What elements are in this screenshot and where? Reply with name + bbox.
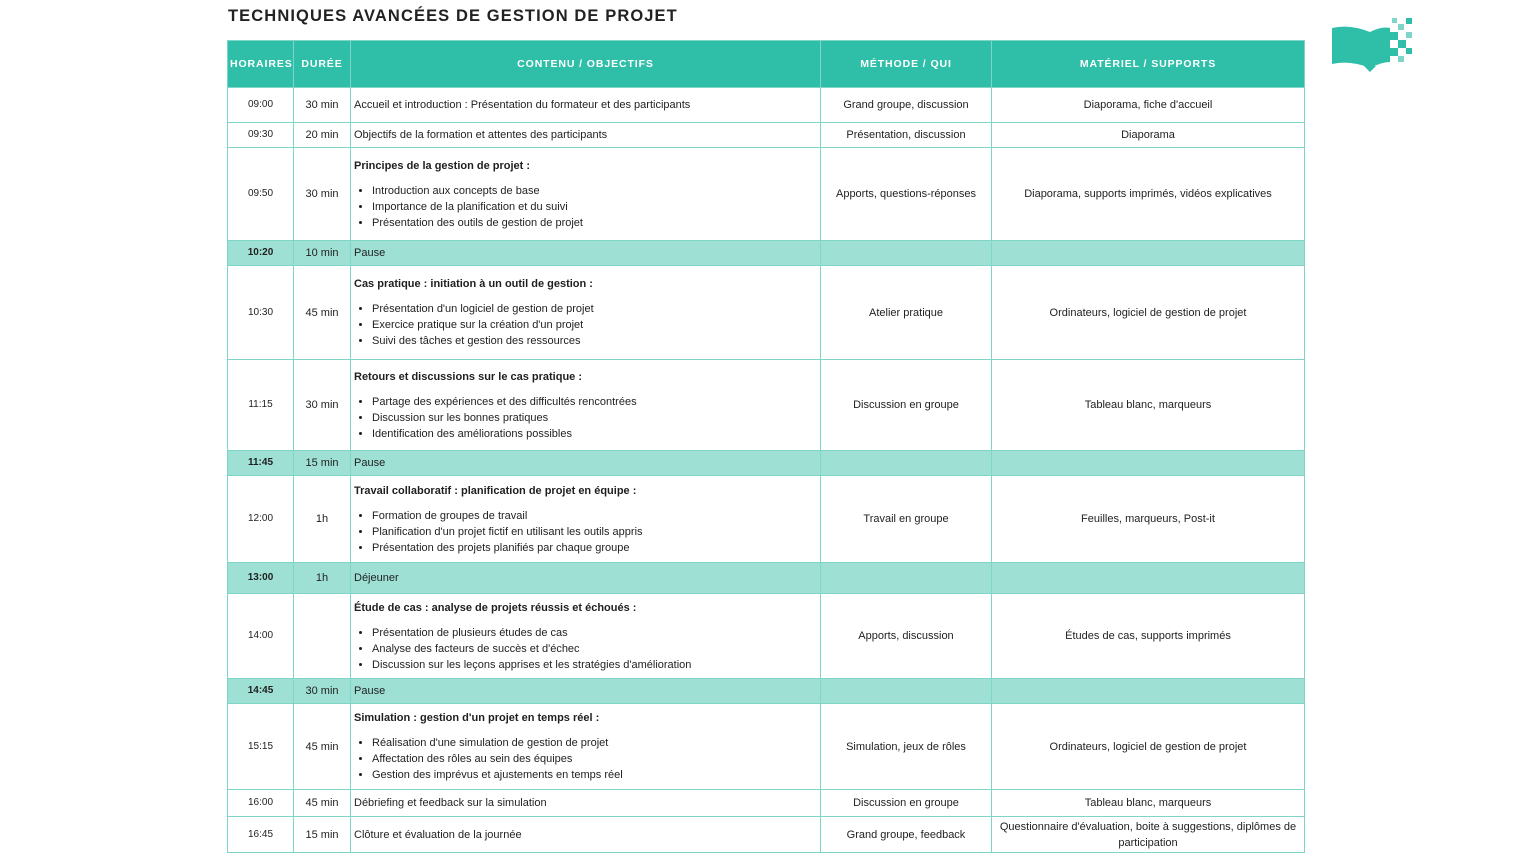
list-item: • Discussion sur les bonnes pratiques <box>372 410 817 426</box>
list-item: • Affectation des rôles au sein des équipes <box>372 751 817 767</box>
cell-material: Tableau blanc, marqueurs <box>992 360 1305 451</box>
cell-time: 11:15 <box>228 360 294 451</box>
table-row <box>228 704 1305 790</box>
content-bullet-list <box>354 508 817 556</box>
cell-material: Ordinateurs, logiciel de gestion de projet <box>992 266 1305 360</box>
cell-content <box>351 360 821 451</box>
cell-material: Tableau blanc, marqueurs <box>992 790 1305 817</box>
cell-time: 09:30 <box>228 123 294 148</box>
page-title: TECHNIQUES AVANCÉES DE GESTION DE PROJET <box>228 7 678 25</box>
table-row <box>228 148 1305 241</box>
cell-material: Diaporama, supports imprimés, vidéos explicatives <box>992 148 1305 241</box>
header-methode: MÉTHODE / QUI <box>821 41 992 88</box>
list-item: • Discussion sur les leçons apprises et les stratégies d'amélioration <box>372 657 817 673</box>
list-item: • Suivi des tâches et gestion des ressources <box>372 333 817 349</box>
cell-method: Présentation, discussion <box>821 123 992 148</box>
cell-duration: 30 min <box>294 88 351 123</box>
cell-time: 09:50 <box>228 148 294 241</box>
list-item: • Introduction aux concepts de base <box>372 183 817 199</box>
list-item: • Présentation des outils de gestion de projet <box>372 215 817 231</box>
table-row <box>228 476 1305 563</box>
header-duree: DURÉE <box>294 41 351 88</box>
content-section-title: Simulation : gestion d'un projet en temps réel : <box>354 712 600 724</box>
cell-content <box>351 704 821 790</box>
cell-time: 10:20 <box>228 241 294 266</box>
table-row <box>228 817 1305 853</box>
list-item: • Identification des améliorations possibles <box>372 426 817 442</box>
table-row <box>228 88 1305 123</box>
cell-method <box>821 451 992 476</box>
cell-duration: 15 min <box>294 451 351 476</box>
cell-duration: 30 min <box>294 148 351 241</box>
list-item: • Importance de la planification et du suivi <box>372 199 817 215</box>
cell-time: 16:45 <box>228 817 294 853</box>
cell-content: Clôture et évaluation de la journée <box>351 817 821 853</box>
header-horaires: HORAIRES <box>228 41 294 88</box>
content-section-title: Travail collaboratif : planification de projet en équipe : <box>354 484 637 497</box>
list-item: • Réalisation d'une simulation de gestion de projet <box>372 735 817 751</box>
cell-material <box>992 679 1305 704</box>
cell-content: Déjeuner <box>351 563 821 594</box>
cell-content: Accueil et introduction : Présentation du formateur et des participants <box>351 88 821 123</box>
cell-duration: 45 min <box>294 266 351 360</box>
list-item: • Formation de groupes de travail <box>372 508 817 524</box>
cell-content: Pause <box>351 241 821 266</box>
list-item: • Gestion des imprévus et ajustements en temps réel <box>372 767 817 783</box>
table-row <box>228 360 1305 451</box>
pause-row <box>228 679 1305 704</box>
list-item: • Analyse des facteurs de succès et d'échec <box>372 641 817 657</box>
cell-material: Questionnaire d'évaluation, boite à suggestions, diplômes de participation <box>992 817 1305 853</box>
content-bullet-list <box>354 183 817 231</box>
list-item: • Présentation des projets planifiés par chaque groupe <box>372 540 817 556</box>
cell-duration: 1h <box>294 476 351 563</box>
cell-duration: 20 min <box>294 123 351 148</box>
cell-content <box>351 594 821 679</box>
cell-material: Études de cas, supports imprimés <box>992 594 1305 679</box>
cell-time: 13:00 <box>228 563 294 594</box>
cell-content <box>351 476 821 563</box>
cell-duration: 30 min <box>294 679 351 704</box>
cell-material: Ordinateurs, logiciel de gestion de projet <box>992 704 1305 790</box>
cell-time: 15:15 <box>228 704 294 790</box>
agenda-table <box>227 40 1305 853</box>
content-section-title: Étude de cas : analyse de projets réussis et échoués : <box>354 601 637 614</box>
cell-content: Pause <box>351 451 821 476</box>
cell-material: Feuilles, marqueurs, Post-it <box>992 476 1305 563</box>
cell-material <box>992 563 1305 594</box>
cell-time: 11:45 <box>228 451 294 476</box>
cell-time: 16:00 <box>228 790 294 817</box>
cell-method <box>821 679 992 704</box>
cell-content <box>351 148 821 241</box>
content-bullet-list <box>354 735 817 783</box>
header-contenu: CONTENU / OBJECTIFS <box>351 41 821 88</box>
header-materiel: MATÉRIEL / SUPPORTS <box>992 41 1305 88</box>
pause-row <box>228 451 1305 476</box>
cell-method: Discussion en groupe <box>821 790 992 817</box>
table-row <box>228 266 1305 360</box>
agenda-body <box>228 88 1305 853</box>
pause-row <box>228 241 1305 266</box>
table-row <box>228 790 1305 817</box>
cell-time: 12:00 <box>228 476 294 563</box>
book-pixel-logo-icon <box>1330 18 1414 72</box>
cell-content: Objectifs de la formation et attentes des participants <box>351 123 821 148</box>
cell-content: Débriefing et feedback sur la simulation <box>351 790 821 817</box>
cell-time: 14:45 <box>228 679 294 704</box>
cell-duration: 45 min <box>294 704 351 790</box>
list-item: • Présentation de plusieurs études de cas <box>372 625 817 641</box>
list-item: • Partage des expériences et des difficultés rencontrées <box>372 394 817 410</box>
cell-material <box>992 241 1305 266</box>
cell-material: Diaporama <box>992 123 1305 148</box>
table-header-row <box>228 41 1305 88</box>
list-item: • Exercice pratique sur la création d'un projet <box>372 317 817 333</box>
cell-method: Discussion en groupe <box>821 360 992 451</box>
cell-method <box>821 241 992 266</box>
content-section-title: Principes de la gestion de projet : <box>354 159 531 172</box>
cell-method: Grand groupe, discussion <box>821 88 992 123</box>
cell-material <box>992 451 1305 476</box>
cell-duration: 30 min <box>294 360 351 451</box>
cell-time: 14:00 <box>228 594 294 679</box>
cell-method <box>821 563 992 594</box>
cell-duration: 15 min <box>294 817 351 853</box>
content-bullet-list <box>354 625 817 673</box>
content-section-title: Retours et discussions sur le cas pratique : <box>354 370 583 383</box>
cell-method: Travail en groupe <box>821 476 992 563</box>
cell-material: Diaporama, fiche d'accueil <box>992 88 1305 123</box>
cell-time: 10:30 <box>228 266 294 360</box>
cell-method: Simulation, jeux de rôles <box>821 704 992 790</box>
table-row <box>228 123 1305 148</box>
cell-method: Atelier pratique <box>821 266 992 360</box>
cell-method: Grand groupe, feedback <box>821 817 992 853</box>
list-item: • Planification d'un projet fictif en utilisant les outils appris <box>372 524 817 540</box>
cell-duration <box>294 594 351 679</box>
cell-method: Apports, discussion <box>821 594 992 679</box>
cell-method: Apports, questions-réponses <box>821 148 992 241</box>
cell-duration: 45 min <box>294 790 351 817</box>
content-section-title: Cas pratique : initiation à un outil de gestion : <box>354 278 593 290</box>
cell-duration: 1h <box>294 563 351 594</box>
cell-time: 09:00 <box>228 88 294 123</box>
table-row <box>228 594 1305 679</box>
content-bullet-list <box>354 301 817 349</box>
cell-content: Pause <box>351 679 821 704</box>
pause-row <box>228 563 1305 594</box>
content-bullet-list <box>354 394 817 442</box>
cell-content <box>351 266 821 360</box>
cell-duration: 10 min <box>294 241 351 266</box>
list-item: • Présentation d'un logiciel de gestion de projet <box>372 301 817 317</box>
